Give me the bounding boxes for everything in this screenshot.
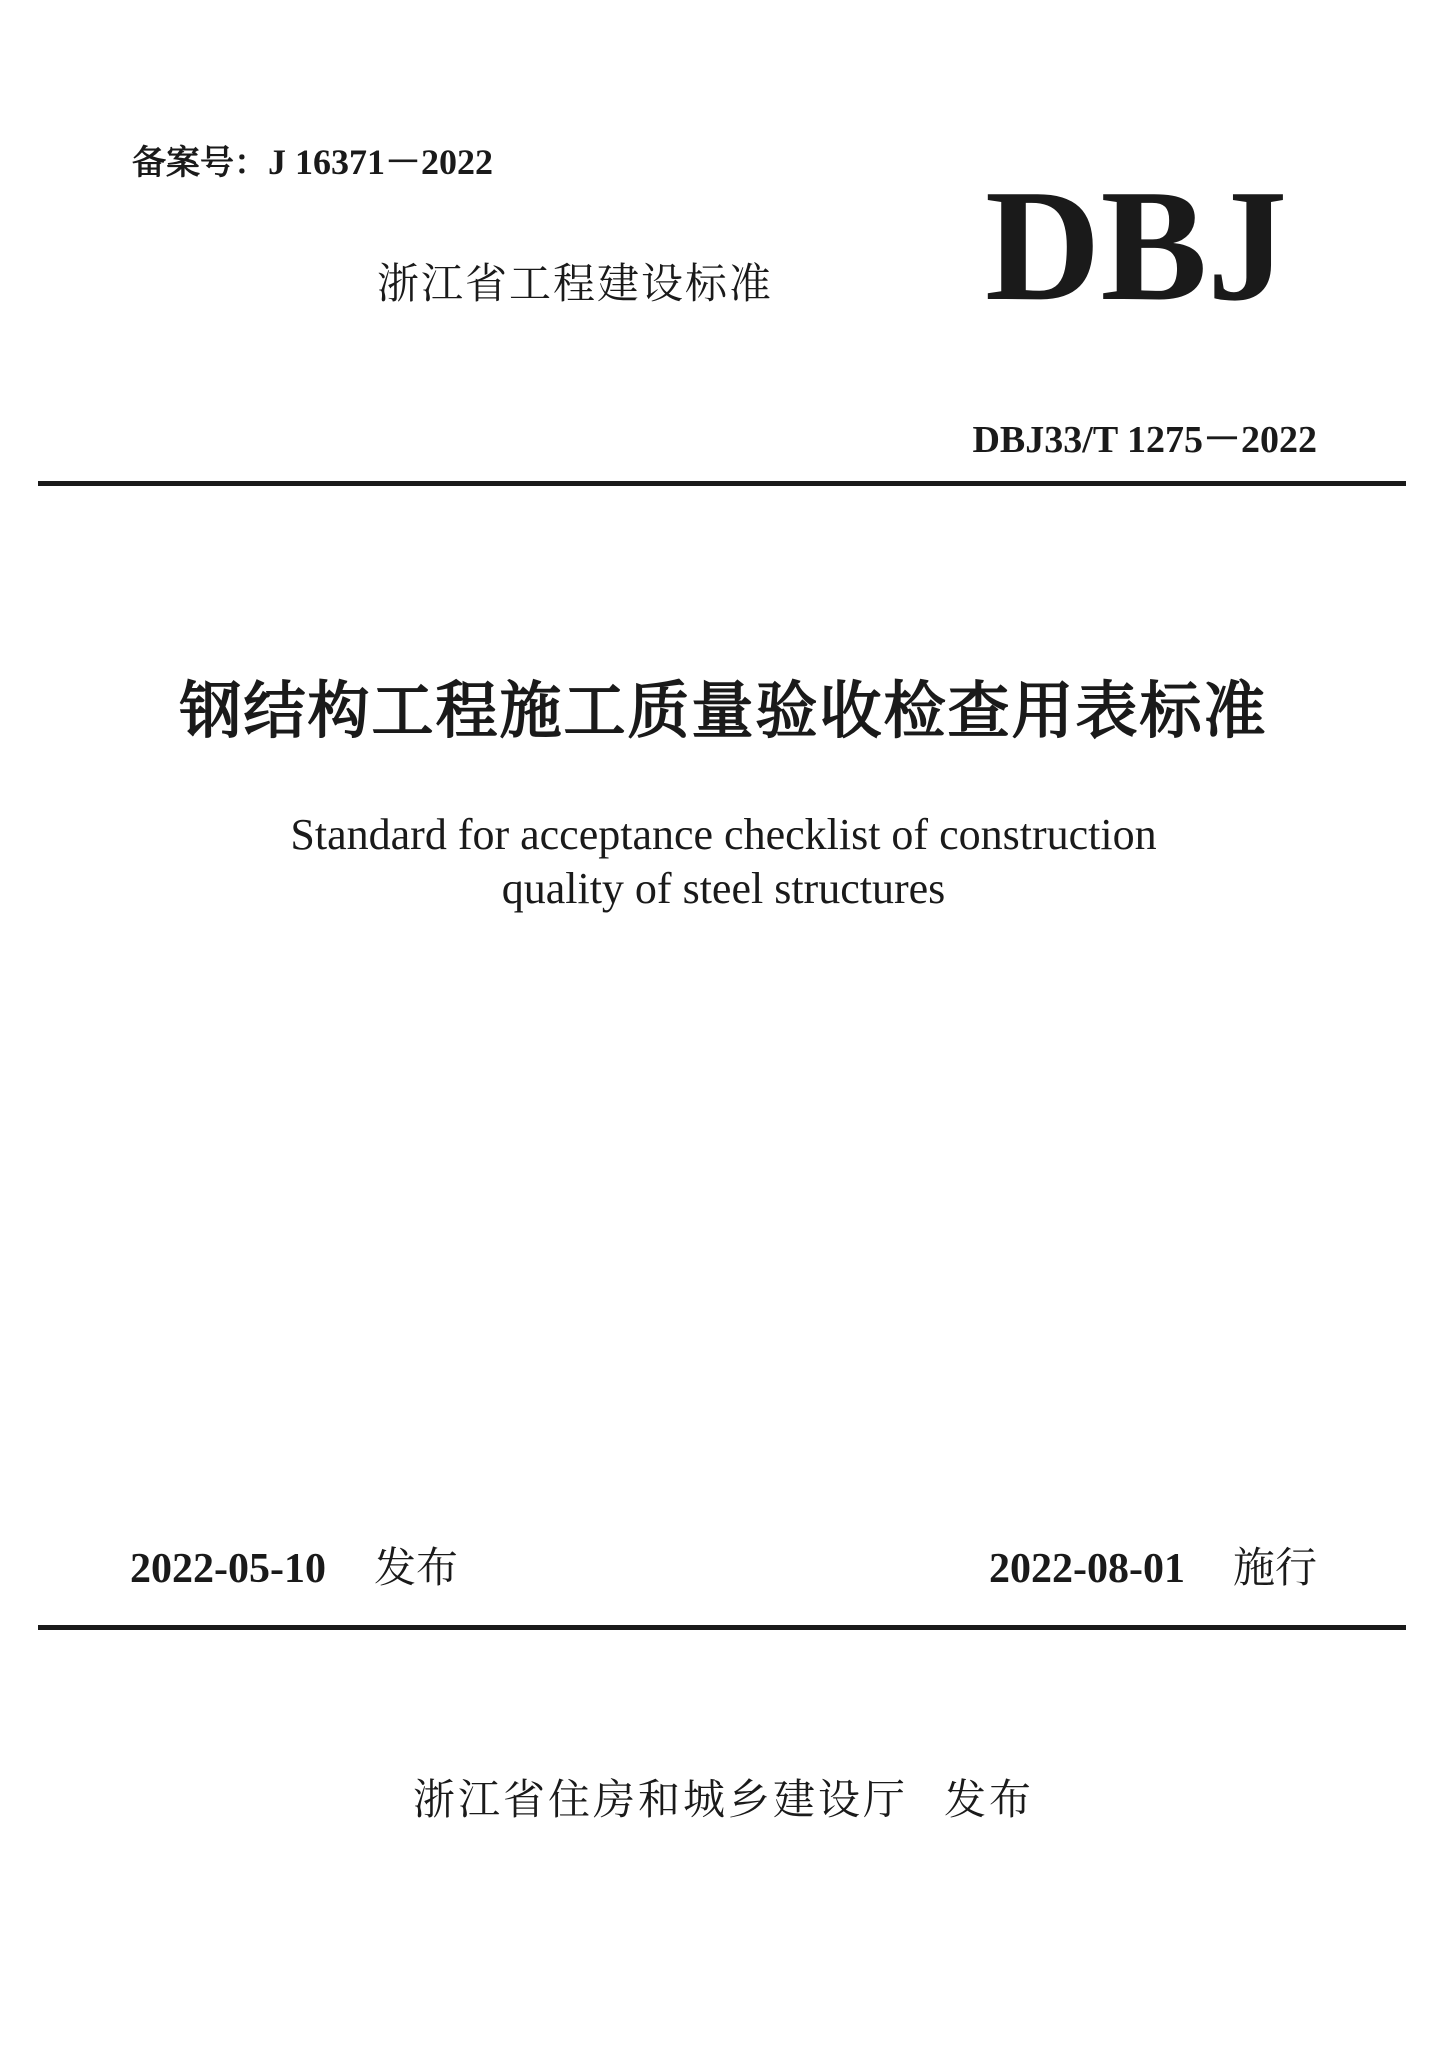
dbj-logo: DBJ [985, 156, 1288, 334]
standard-type: 浙江省工程建设标准 [377, 259, 774, 308]
issue-date: 2022-05-10 [130, 1546, 326, 1592]
title-chinese: 钢结构工程施工质量验收检查用表标准 [179, 674, 1268, 747]
publisher-action: 发布 [944, 1775, 1035, 1824]
publisher-name: 浙江省住房和城乡建设厅 [412, 1775, 908, 1824]
issue-date-block [130, 1540, 458, 1597]
standard-number: DBJ33/T 1275－2022 [972, 419, 1317, 461]
record-value: J 16371－2022 [268, 142, 494, 182]
effective-label: 施行 [1232, 1543, 1317, 1592]
title-english-line-1: Standard for acceptance checklist of construction [290, 810, 1157, 859]
top-divider [38, 481, 1406, 486]
issue-label: 发布 [373, 1543, 458, 1592]
record-label: 备案号： [132, 143, 268, 183]
title-english [0, 808, 1447, 916]
publisher-line [0, 1772, 1447, 1828]
bottom-divider [38, 1625, 1406, 1630]
effective-date: 2022-08-01 [989, 1546, 1185, 1592]
record-number [132, 140, 493, 185]
title-english-line-2: quality of steel structures [501, 864, 946, 913]
effective-date-block [989, 1540, 1317, 1597]
